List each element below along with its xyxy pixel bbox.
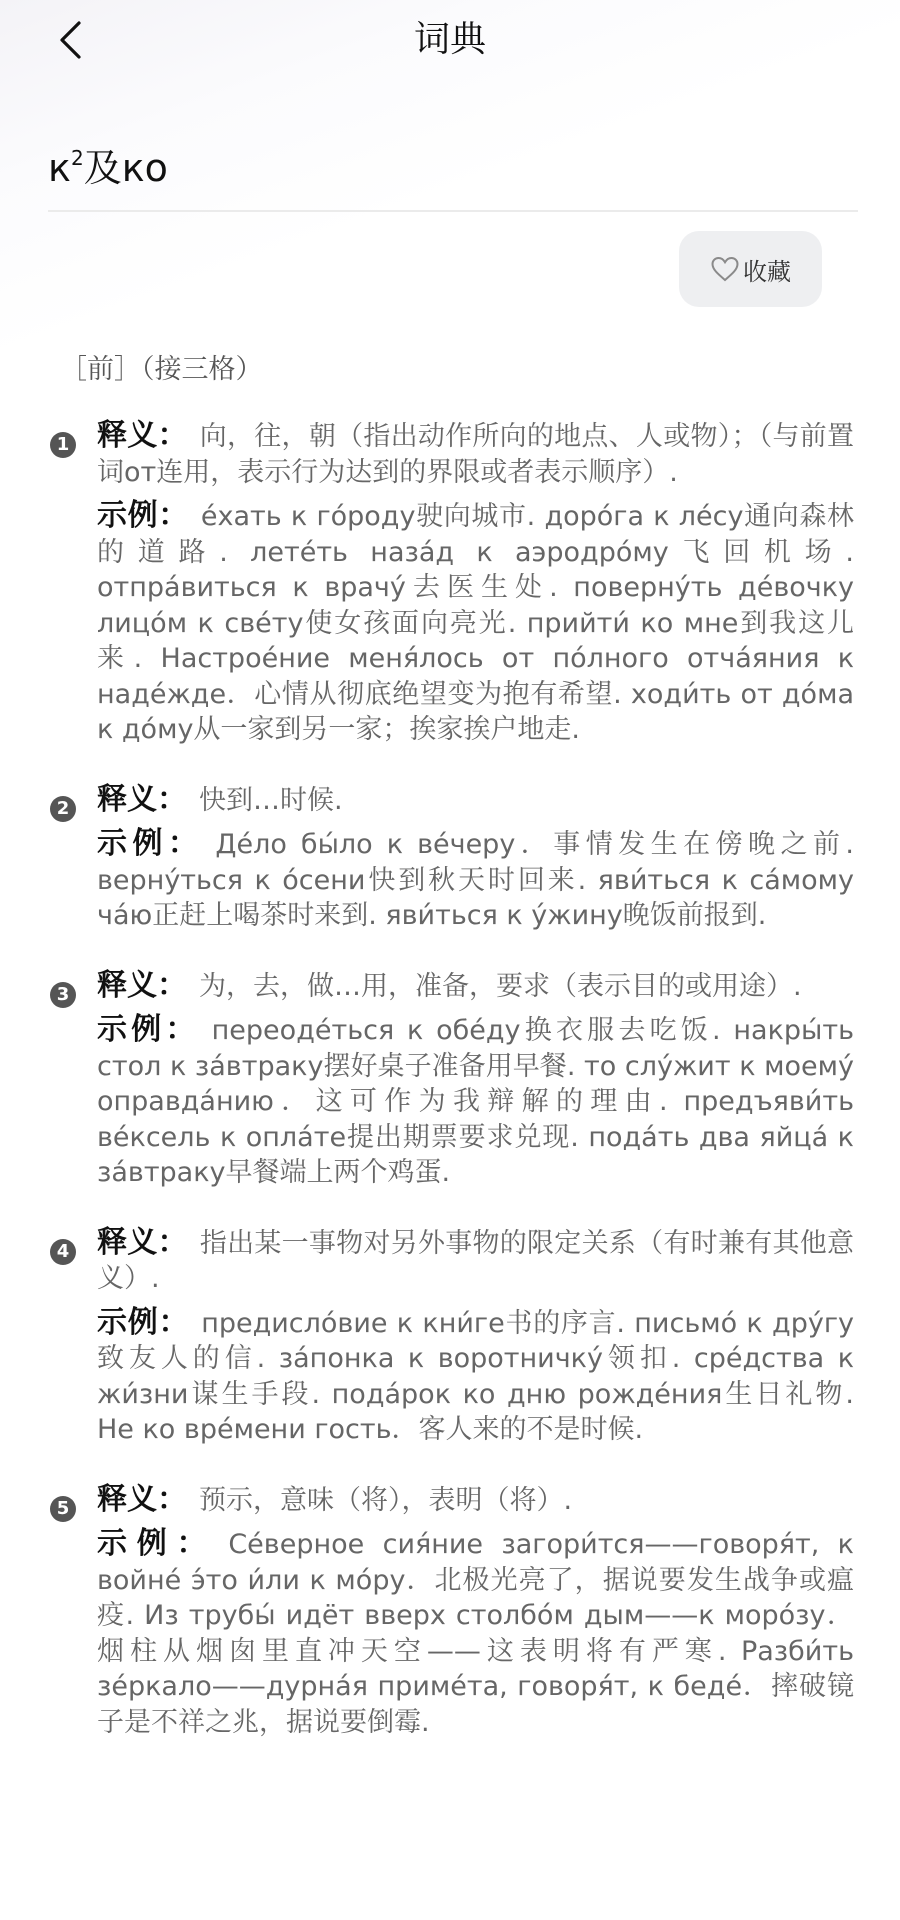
meaning-label: 释义： — [97, 967, 187, 1003]
sense-example — [97, 1526, 854, 1740]
example-text: предисло́вие к кни́ге书的序言. письмо́ к дру́гу致友人的信. за́понка к воротничку́领扣. сре́дства к жи́зни谋生手段. пода́рок ко дню рожде́ния生日礼物. Не ко вре́мени гость．客人来的不是时候. — [97, 1307, 854, 1445]
sense-item — [0, 418, 900, 748]
sense-number-badge: 1 — [50, 432, 76, 458]
sense-meaning — [97, 1482, 854, 1519]
meaning-label: 释义： — [97, 418, 188, 453]
example-text: Се́верное сия́ние загори́тся——говоря́т, к войне́ э́то и́ли к мо́ру．北极光亮了，据说要发生战争或瘟疫. Из трубы́ идёт вверх столбо́м дым——к моро́зу．烟柱从烟囱里直冲天空——这表明将有严寒. Разби́ть зе́ркало——дурна́я приме́та, говоря́т, к беде́．摔破镜子是不祥之兆，据说要倒霉. — [97, 1529, 854, 1738]
top-bar — [0, 0, 900, 84]
sense-number-badge: 5 — [50, 1496, 76, 1522]
sense-example — [97, 826, 854, 934]
homonym-number: 2 — [70, 146, 84, 170]
sense-item — [0, 968, 900, 1191]
sense-item — [0, 1482, 900, 1741]
meaning-label: 释义： — [97, 1224, 188, 1260]
meaning-label: 释义： — [97, 781, 187, 817]
example-text: переоде́ться к обе́ду换衣服去吃饭. накры́ть стол к за́втраку摆好桌子准备用早餐. то слу́жит к моему́ оправда́нию．这可作为我辩解的理由. предъяви́ть ве́ксель к опла́те提出期票要求兑现. пода́ть два яйца́ к за́втраку早餐端上两个鸡蛋. — [97, 1015, 855, 1188]
meaning-text: 向，往，朝（指出动作所向的地点、人或物）；（与前置词от连用，表示行为达到的界限或者表示顺序）. — [97, 421, 855, 488]
example-label: 示例： — [97, 498, 189, 533]
meaning-text: 预示，意味（将），表明（将）. — [199, 1484, 573, 1516]
divider — [48, 210, 858, 212]
example-text: е́хать к го́роду驶向城市. доро́га к ле́су通向森林的道路. лете́ть наза́д к аэродро́му飞回机场. отпра́виться к врачу́去医生处. поверну́ть де́вочку лицо́м к све́ту使女孩面向亮光. прийти́ ко мне到我这儿来. Настрое́ние меня́лось от по́лного отча́яния к наде́жде．心情从彻底绝望变为抱有希望. ходи́ть от до́ма к до́му从一家到另一家；挨家挨户地走. — [97, 501, 855, 745]
headword-suffix: 及ко — [83, 146, 168, 190]
sense-example — [97, 1305, 854, 1448]
bottom-cutoff — [0, 1883, 900, 1920]
sense-number-badge: 2 — [50, 796, 76, 822]
headword-prefix: к — [48, 146, 71, 190]
sense-item — [0, 1225, 900, 1448]
sense-meaning — [97, 968, 854, 1005]
meaning-label: 释义： — [97, 1481, 187, 1517]
meaning-text: 指出某一事物对另外事物的限定关系（有时兼有其他意义）. — [97, 1227, 855, 1294]
example-label: 示例： — [97, 1012, 200, 1047]
example-text: Де́ло бы́ло к ве́черу．事情发生在傍晚之前. верну́ться к о́сени快到秋天时回来. яви́ться к са́мому ча́ю正赶上喝茶时来到. яви́ться к у́жину晚饭前报到. — [97, 829, 854, 931]
sense-number-badge: 4 — [50, 1239, 76, 1265]
example-label: 示例： — [97, 1526, 217, 1561]
example-label: 示例： — [97, 826, 204, 861]
sense-number-badge: 3 — [50, 982, 76, 1008]
sense-example — [97, 498, 854, 748]
meaning-text: 快到…时候. — [199, 784, 343, 816]
favorite-label: 收藏 — [743, 257, 791, 286]
favorite-button[interactable] — [679, 231, 822, 307]
example-label: 示例： — [97, 1304, 190, 1340]
page-title: 词典 — [413, 19, 486, 60]
heart-outline-icon — [710, 255, 740, 283]
sense-item — [0, 782, 900, 934]
sense-example — [97, 1012, 854, 1191]
senses-list — [0, 418, 900, 1774]
headword — [48, 134, 168, 192]
sense-meaning — [97, 418, 854, 490]
sense-meaning — [97, 782, 854, 819]
sense-meaning — [97, 1225, 854, 1297]
meaning-text: 为，去，做…用，准备，要求（表示目的或用途）. — [199, 970, 802, 1002]
part-of-speech: ［前］（接三格） — [60, 354, 263, 385]
